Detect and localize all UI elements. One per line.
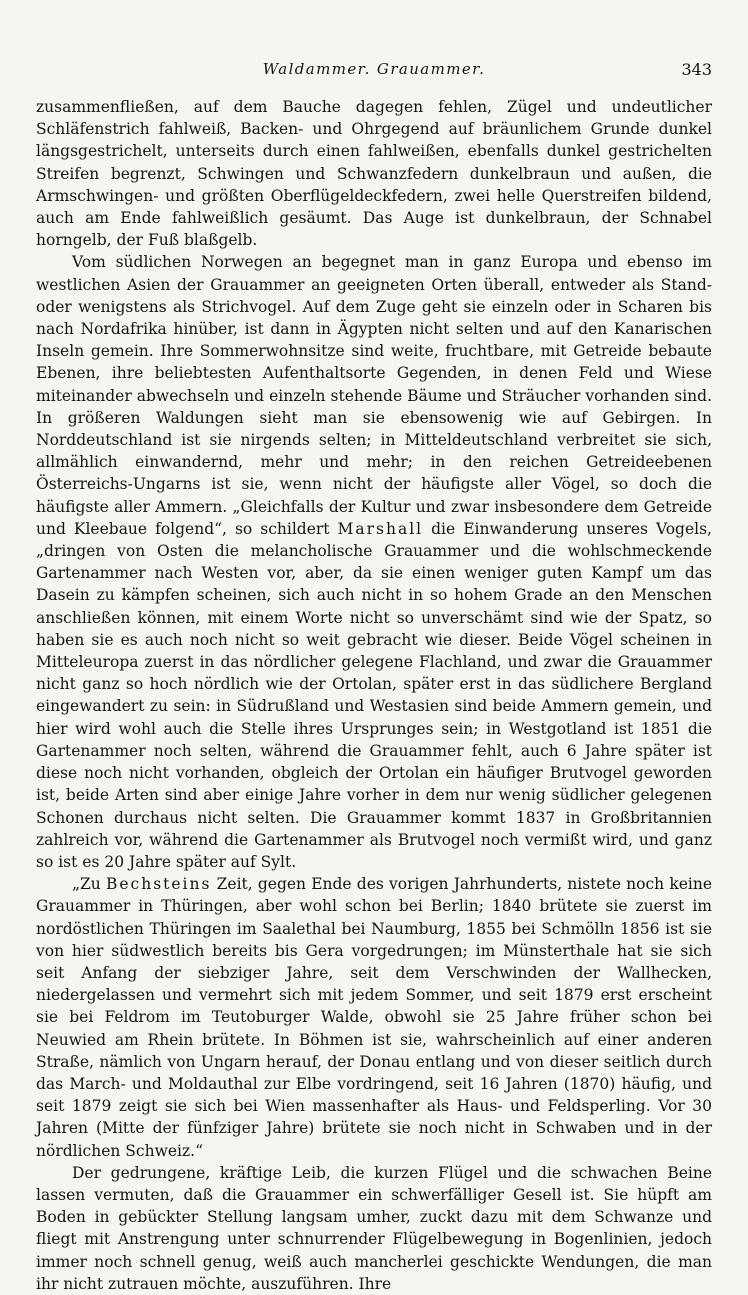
paragraph-1: [36, 96, 712, 251]
text-segment: Vom südlichen Norwegen an begegnet man in ganz Europa und ebenso im westlichen Asien der Grauammer an geeigneten Orten überall, entweder als Stand- oder wenigstens als Strichvogel. Auf dem Zuge geht sie einzeln oder in Scharen bis nach Nordafrika hinüber, ist dann in Ägypten nicht selten und auf den Kanarischen Inseln gemein. Ihre Sommerwohnsitze sind weite, fruchtbare, mit Getreide bebaute Ebenen, ihre beliebtesten Aufenthaltsorte Gegenden, in denen Feld und Wiese miteinander abwechseln und einzeln stehende Bäume und Sträucher vorhanden sind. In größeren Waldungen sieht man sie ebensowenig wie auf Gebirgen. In Norddeutschland ist sie nirgends selten; in Mitteldeutschland verbreitet sie sich, allmählich einwandernd, mehr und mehr; in den reichen Getreideebenen Österreichs-Ungarns ist sie, wenn nicht der häufigste aller Vögel, so doch die häufigste aller Ammern. „Gleichfalls der Kultur und zwar insbesondere dem Getreide und Kleebaue folgend“, so schildert: [36, 253, 712, 538]
paragraph-3: [36, 873, 712, 1162]
author-name-marshall: Marshall: [337, 519, 424, 538]
paragraph-2: [36, 251, 712, 873]
text-segment: zusammenfließen, auf dem Bauche dagegen fehlen, Zügel und undeutlicher Schläfenstrich fahlweiß, Backen- und Ohrgegend auf bräunlichem Grunde dunkel längsgestrichelt, unterseits durch einen fahlweißen, ebenfalls dunkel gestrichelten Streifen begrenzt, Schwingen und Schwanzfedern dunkelbraun und außen, die Armschwingen- und größten Oberflügeldeckfedern, zwei helle Querstreifen bildend, auch am Ende fahlweißlich gesäumt. Das Auge ist dunkelbraun, der Schnabel horngelb, der Fuß blaßgelb.: [36, 98, 712, 250]
text-segment: Der gedrungene, kräftige Leib, die kurzen Flügel und die schwachen Beine lassen vermuten, daß die Grauammer ein schwerfälliger Gesell ist. Sie hüpft am Boden in gebückter Stellung langsam umher, zuckt dazu mit dem Schwanze und fliegt mit Anstrengung unter schnurrender Flügelbewegung in Bogenlinien, jedoch immer noch schnell genug, weiß auch mancherlei geschickte Wendungen, die man ihr nicht zutrauen möchte, auszuführen. Ihre: [36, 1163, 712, 1293]
page-header: [36, 60, 712, 84]
running-title: Waldammer. Grauammer.: [262, 60, 486, 78]
page-number: 343: [681, 60, 712, 79]
text-segment: Zeit, gegen Ende des vorigen Jahrhunderts, nistete noch keine Grauammer in Thüringen, aber wohl schon bei Berlin; 1840 brütete sie zuerst im nordöstlichen Thüringen im Saalethal bei Naumburg, 1855 bei Schmölln 1856 ist sie von hier südwestlich bereits bis Gera vorgedrungen; im Münsterthale hat sie sich seit Anfang der siebziger Jahre, seit dem Verschwinden der Wallhecken, niedergelassen und vermehrt sich mit jedem Sommer, und seit 1879 erst erscheint sie bei Feldrom im Teutoburger Walde, obwohl sie 25 Jahre früher schon bei Neuwied am Rhein brütete. In Böhmen ist sie, wahrscheinlich auf einer anderen Straße, nämlich von Ungarn herauf, der Donau entlang und von dieser seitlich durch das March- und Moldauthal zur Elbe vordringend, seit 16 Jahren (1870) häufig, und seit 1879 zeigt sie sich bei Wien massenhafter als Haus- und Feldsperling. Vor 30 Jahren (Mitte der fünfziger Jahre) brütete sie noch nicht in Schwaben und in der nördlichen Schweiz.“: [36, 875, 712, 1160]
author-name-bechstein: Bechsteins: [105, 875, 212, 894]
text-segment: die Einwanderung unseres Vogels, „dringen von Osten die melancholische Grauammer und die wohlschmeckende Gartenammer nach Westen vor, aber, da sie einen weniger guten Kampf um das Dasein zu kämpfen scheinen, sich auch nicht in so hohem Grade an den Menschen anschließen können, mit einem Worte nicht so unverschämt sind wie der Spatz, so haben sie es auch noch nicht so weit gebracht wie dieser. Beide Vögel scheinen in Mitteleuropa zuerst in das nördlicher gelegene Flachland, und zwar die Grauammer nicht ganz so hoch nördlich wie der Ortolan, später erst in das südlichere Bergland eingewandert zu sein: in Südrußland und Westasien sind beide Ammern gemein, und hier wird wohl auch die Stelle ihres Ursprunges sein; in Westgotland ist 1851 die Gartenammer noch selten, während die Grauammer fehlt, auch 6 Jahre später ist diese noch nicht vorhanden, obgleich der Ortolan ein häufiger Brutvogel geworden ist, beide Arten sind aber einige Jahre vorher in dem nur wenig südlicher gelegenen Schonen durchaus nicht selten. Die Grauammer kommt 1837 in Großbritannien zahlreich vor, während die Gartenammer als Brutvogel noch vermißt wird, und ganz so ist es 20 Jahre später auf Sylt.: [36, 519, 712, 871]
paragraph-4: [36, 1162, 712, 1295]
text-segment: „Zu: [72, 875, 106, 894]
body-text: [36, 96, 712, 1295]
